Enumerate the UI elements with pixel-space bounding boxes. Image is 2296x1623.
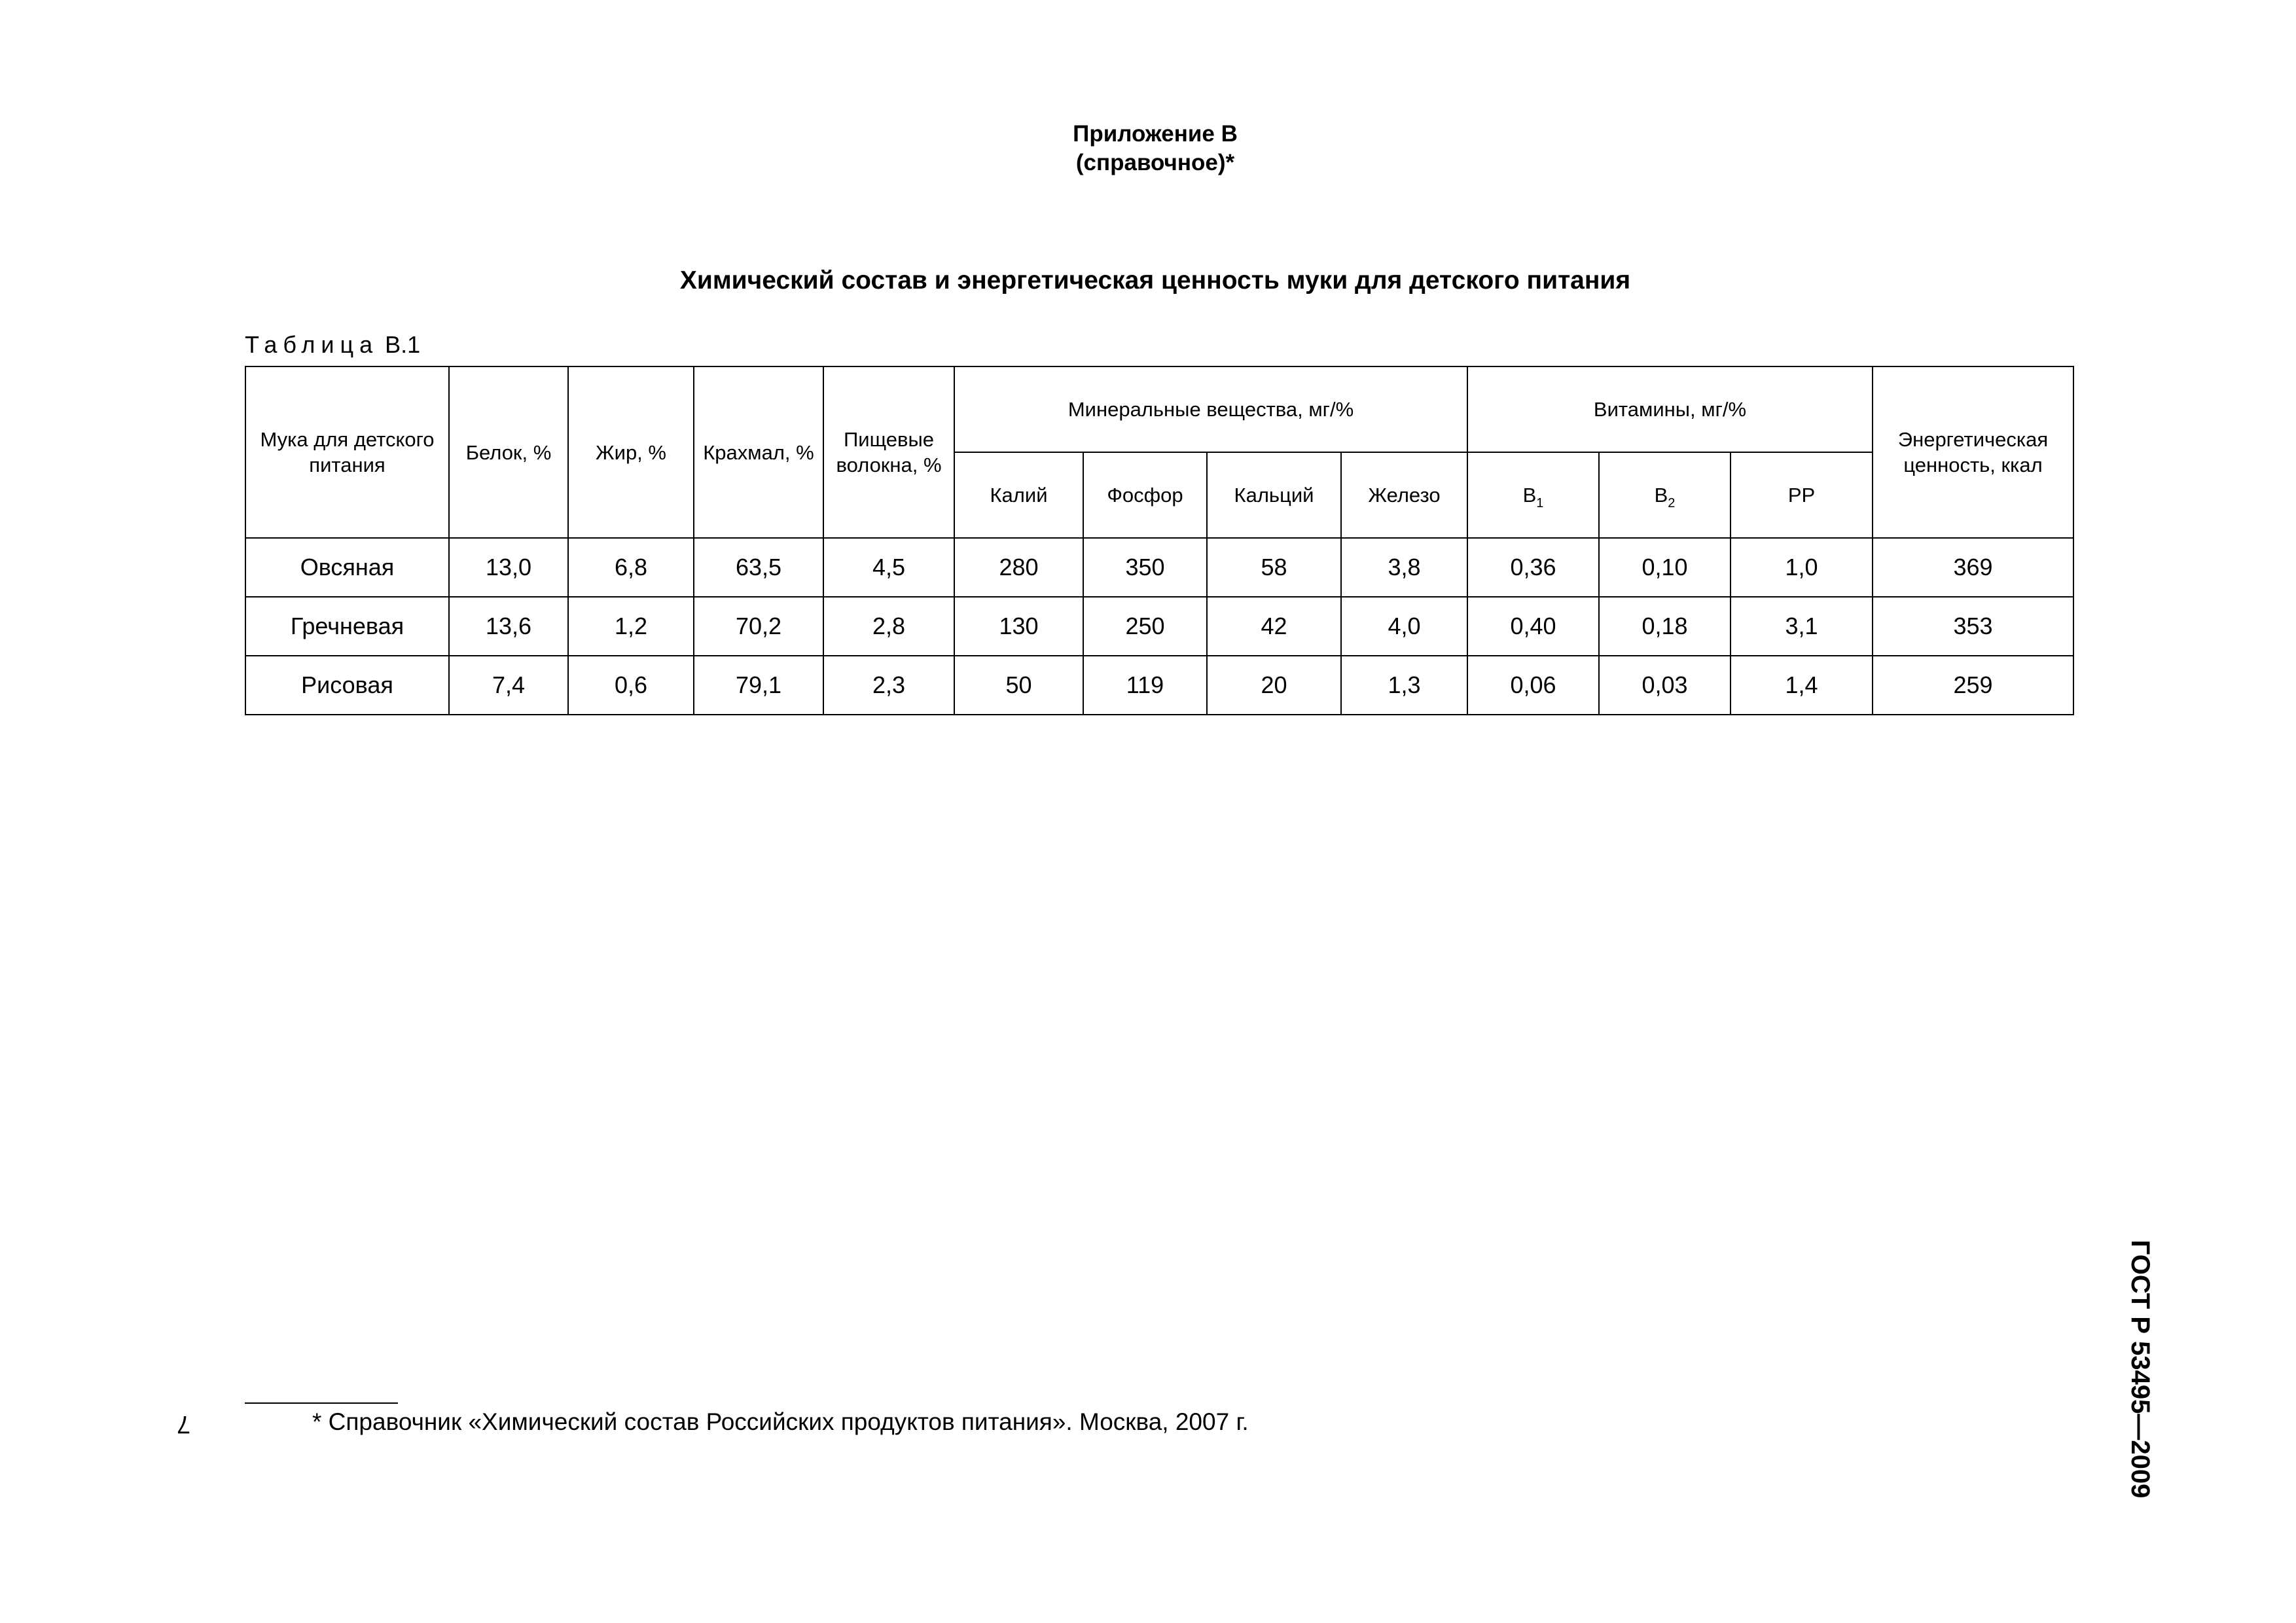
cell-potassium: 130 <box>954 597 1083 656</box>
cell-fiber: 2,8 <box>823 597 954 656</box>
table-title: Химический состав и энергетическая ценность муки для детского питания <box>679 266 1631 294</box>
cell-protein: 13,6 <box>449 597 568 656</box>
table-label-word: Таблица <box>245 331 379 358</box>
standard-code: ГОСТ Р 53495—2009 <box>2126 1240 2155 1499</box>
header-protein: Белок, % <box>449 366 568 538</box>
nutrition-table <box>245 366 2074 715</box>
header-potassium: Калий <box>954 452 1083 538</box>
cell-pp: 1,0 <box>1731 538 1873 597</box>
cell-fat: 0,6 <box>568 656 694 715</box>
cell-b1: 0,06 <box>1467 656 1599 715</box>
cell-iron: 4,0 <box>1341 597 1467 656</box>
cell-potassium: 280 <box>954 538 1083 597</box>
cell-iron: 3,8 <box>1341 538 1467 597</box>
header-b1-sub: 1 <box>1536 496 1544 510</box>
cell-phosphorus: 350 <box>1083 538 1207 597</box>
cell-starch: 79,1 <box>694 656 823 715</box>
footnote-divider <box>245 1402 398 1404</box>
cell-protein: 7,4 <box>449 656 568 715</box>
cell-fiber: 2,3 <box>823 656 954 715</box>
cell-fat: 6,8 <box>568 538 694 597</box>
cell-iron: 1,3 <box>1341 656 1467 715</box>
cell-phosphorus: 119 <box>1083 656 1207 715</box>
cell-phosphorus: 250 <box>1083 597 1207 656</box>
header-fiber: Пищевые волокна, % <box>823 366 954 538</box>
cell-starch: 63,5 <box>694 538 823 597</box>
cell-calcium: 58 <box>1207 538 1341 597</box>
cell-b2: 0,10 <box>1599 538 1731 597</box>
cell-energy: 259 <box>1873 656 2073 715</box>
header-vitamins: Витамины, мг/% <box>1467 366 1873 452</box>
header-fat: Жир, % <box>568 366 694 538</box>
header-b2 <box>1599 452 1731 538</box>
header-iron: Железо <box>1341 452 1467 538</box>
cell-calcium: 42 <box>1207 597 1341 656</box>
cell-name: Овсяная <box>245 538 449 597</box>
header-energy: Энергетическая ценность, ккал <box>1873 366 2073 538</box>
header-starch: Крахмал, % <box>694 366 823 538</box>
cell-pp: 1,4 <box>1731 656 1873 715</box>
cell-energy: 369 <box>1873 538 2073 597</box>
cell-b1: 0,40 <box>1467 597 1599 656</box>
table-label-number: В.1 <box>385 331 421 358</box>
appendix-heading <box>0 120 2296 177</box>
header-b2-sub: 2 <box>1668 496 1676 510</box>
appendix-title: Приложение В <box>1073 121 1238 147</box>
header-flour: Мука для детского питания <box>245 366 449 538</box>
header-minerals: Минеральные вещества, мг/% <box>954 366 1467 452</box>
cell-energy: 353 <box>1873 597 2073 656</box>
header-b1 <box>1467 452 1599 538</box>
header-pp: PP <box>1731 452 1873 538</box>
table-row <box>245 656 2073 715</box>
header-phosphorus: Фосфор <box>1083 452 1207 538</box>
header-calcium: Кальций <box>1207 452 1341 538</box>
header-b2-base: B <box>1654 484 1668 507</box>
cell-b2: 0,03 <box>1599 656 1731 715</box>
table-row <box>245 597 2073 656</box>
cell-calcium: 20 <box>1207 656 1341 715</box>
table-label <box>245 330 420 359</box>
cell-protein: 13,0 <box>449 538 568 597</box>
cell-fiber: 4,5 <box>823 538 954 597</box>
header-row <box>245 366 2073 452</box>
cell-pp: 3,1 <box>1731 597 1873 656</box>
cell-b2: 0,18 <box>1599 597 1731 656</box>
cell-fat: 1,2 <box>568 597 694 656</box>
footnote: * Справочник «Химический состав Российских продуктов питания». Москва, 2007 г. <box>312 1408 1249 1435</box>
page-number: 7 <box>177 1410 191 1438</box>
cell-potassium: 50 <box>954 656 1083 715</box>
cell-b1: 0,36 <box>1467 538 1599 597</box>
cell-name: Гречневая <box>245 597 449 656</box>
header-b1-base: B <box>1522 484 1537 507</box>
cell-name: Рисовая <box>245 656 449 715</box>
table-row <box>245 538 2073 597</box>
appendix-subtitle: (справочное)* <box>1075 150 1235 175</box>
cell-starch: 70,2 <box>694 597 823 656</box>
